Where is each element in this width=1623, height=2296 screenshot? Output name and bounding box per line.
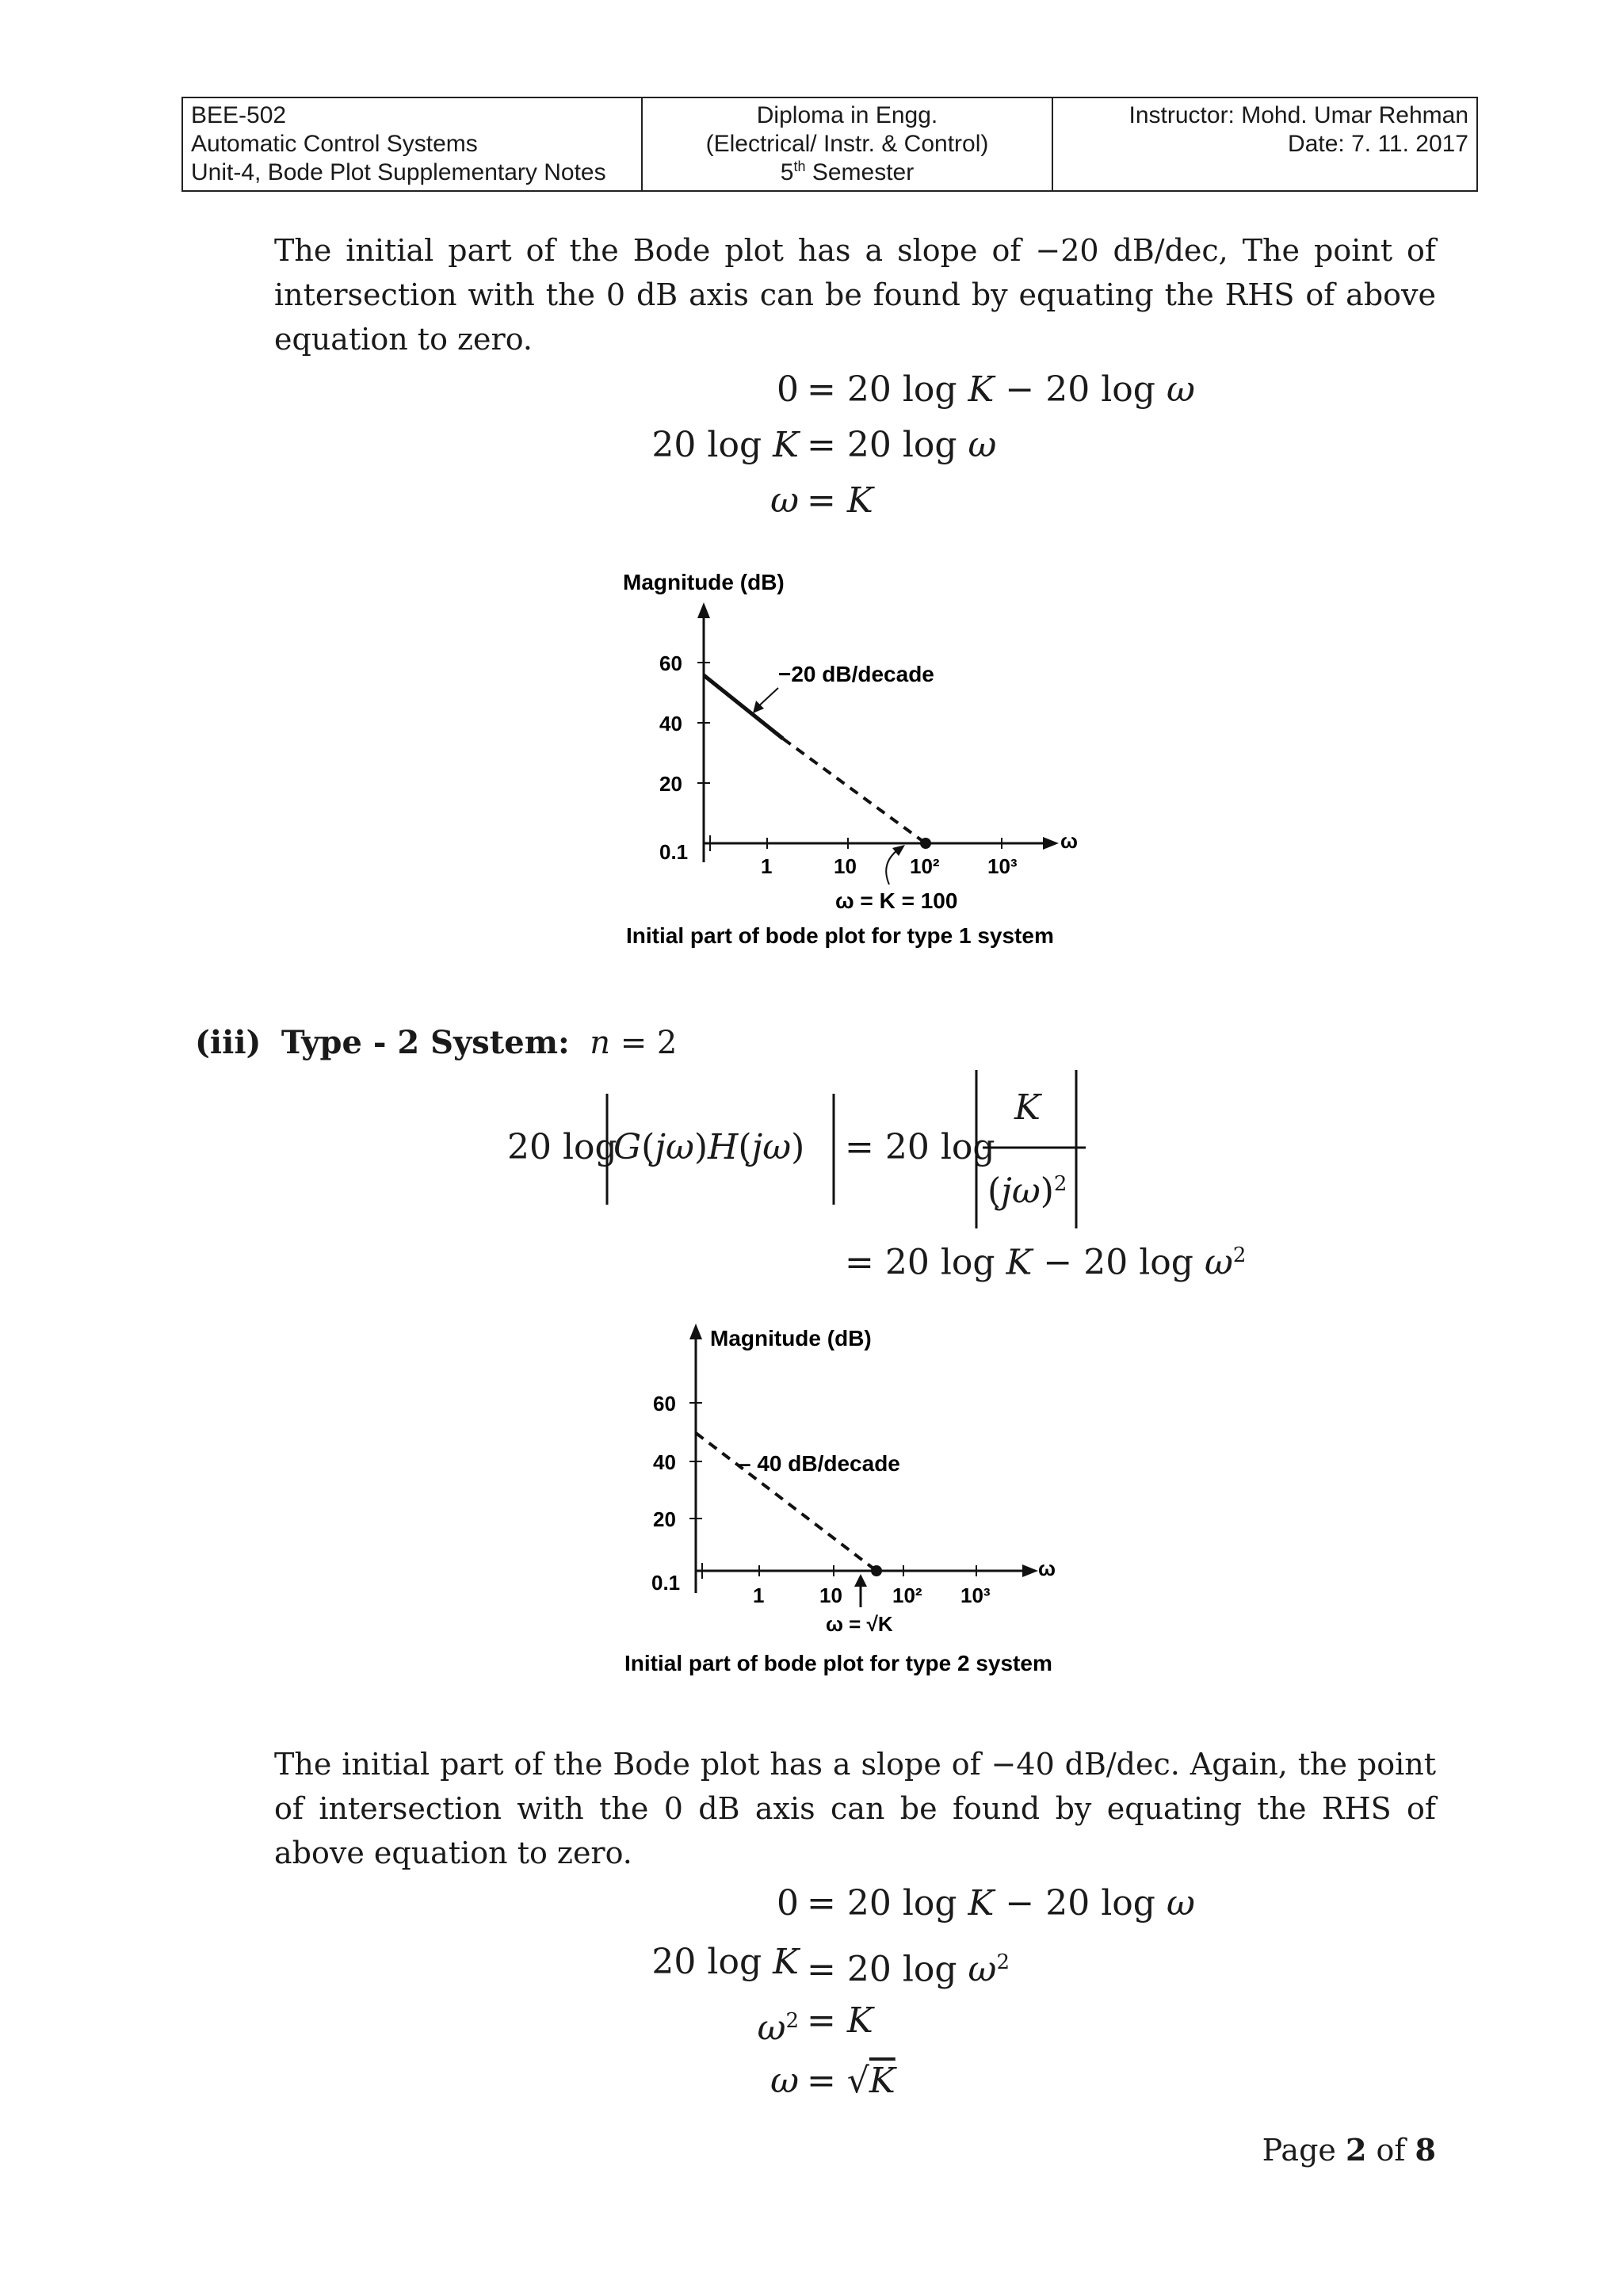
- fig2-xtick-label-0.1: 0.1: [651, 1571, 681, 1595]
- fig1-crossing-point: [920, 838, 931, 849]
- fig1-x-arrow: [1043, 837, 1059, 850]
- eq1-row2-rhs: = 20 log ω: [807, 425, 997, 465]
- instructor-name: Instructor: Mohd. Umar Rehman: [1128, 102, 1468, 128]
- fig1-caption: Initial part of bode plot for type 1 system: [626, 923, 1054, 948]
- section-heading-type2: [195, 1021, 677, 1065]
- eq1-row3-rhs: = K: [807, 480, 873, 521]
- course-code: BEE-502: [191, 102, 287, 128]
- eq2-abs-bar-left-1: [604, 1094, 610, 1205]
- course-title: Automatic Control Systems: [191, 131, 478, 157]
- fig1-xtick-label-1000: 10³: [987, 854, 1018, 878]
- fig2-xtick-label-1: 1: [753, 1584, 765, 1607]
- fig2-crossing-label: ω = √K: [826, 1612, 893, 1636]
- eq3-row2-lhs: 20 log K: [651, 1942, 799, 1982]
- page-number: Page 2 of 8: [1262, 2132, 1436, 2168]
- fig1-crossing-label: ω = K = 100: [835, 888, 958, 913]
- date: Date: 7. 11. 2017: [1288, 131, 1468, 157]
- eq3-row2-rhs: = 20 $\log \omega^2$: [807, 1949, 1010, 1990]
- fig1-xtick-label-100: 10²: [910, 854, 940, 878]
- header-table: [181, 97, 1478, 192]
- semester: 5th Semester: [780, 159, 915, 185]
- fig1-xtick-label-10: 10: [834, 854, 857, 878]
- header-course-cell: [183, 98, 643, 190]
- eq2-abs-bar-left-2: [973, 1070, 980, 1228]
- fig2-y-arrow: [689, 1324, 702, 1339]
- header-program-cell: [643, 98, 1053, 190]
- fig2-ytick-label-60: 60: [653, 1392, 676, 1415]
- fig2-xtick-label-10: 10: [819, 1584, 842, 1607]
- section-condition: n = 2: [590, 1025, 678, 1061]
- eq2-denominator: $(j\omega)^2$: [987, 1171, 1067, 1212]
- fig1-xtick-label-0.1: 0.1: [659, 840, 689, 864]
- fig2-slope-label: – 40 dB/decade: [739, 1451, 900, 1476]
- unit-title: Unit-4, Bode Plot Supplementary Notes: [191, 159, 606, 185]
- fig1-crossing-arrowhead: [892, 845, 905, 856]
- eq1-row1-lhs: 0: [777, 369, 799, 410]
- fig1-dashed-asymptote: [783, 739, 926, 843]
- eq2-eq-20log: = 20 log: [845, 1127, 995, 1167]
- eq2-lhs-20log: 20 log: [507, 1127, 617, 1167]
- fig2-ytick-label-20: 20: [653, 1507, 676, 1531]
- bode-plot-type2: [618, 1316, 1094, 1688]
- eq3-row3-lhs: $\omega^2$: [757, 2008, 799, 2049]
- eq1-row2-lhs: 20 log K: [651, 425, 799, 465]
- fig2-crossing-point: [871, 1565, 882, 1576]
- fig2-ytick-label-40: 40: [653, 1450, 676, 1474]
- bode-figure-type1: [610, 561, 1102, 957]
- eq2-abs-bar-right-1: [831, 1094, 837, 1205]
- eq1-row1-rhs: = 20 log K − 20 log ω: [807, 369, 1195, 410]
- section-number: (iii): [195, 1024, 262, 1061]
- fig2-xtick-label-100: 10²: [892, 1584, 922, 1607]
- eq3-row3-rhs: = K: [807, 2000, 873, 2041]
- fig1-slope-label: −20 dB/decade: [778, 662, 934, 686]
- fig2-x-arrow: [1022, 1564, 1038, 1577]
- fig1-ytick-label-40: 40: [659, 712, 682, 735]
- fig1-ylabel: Magnitude (dB): [623, 570, 785, 594]
- eq3-row1-lhs: 0: [777, 1883, 799, 1924]
- fig2-xtick-label-1000: 10³: [960, 1584, 991, 1607]
- eq3-row4-lhs: ω: [770, 2061, 799, 2101]
- header-instructor-cell: [1053, 98, 1476, 190]
- fig2-caption: Initial part of bode plot for type 2 system: [624, 1651, 1052, 1675]
- bode-plot-type1: [610, 561, 1102, 957]
- section-title: Type - 2 System:: [281, 1024, 570, 1061]
- paragraph-type2-intro: The initial part of the Bode plot has a slope of −40 dB/dec. Again, the point of intersection with the 0 dB axis can be found by equating the RHS of above equation to zero.: [274, 1747, 1436, 1870]
- program-name: Diploma in Engg.: [756, 102, 938, 128]
- eq2-numerator-k: K: [1014, 1087, 1041, 1128]
- eq2-abs-bar-right-2: [1073, 1070, 1079, 1228]
- eq3-row1-rhs: = 20 log K − 20 log ω: [807, 1883, 1195, 1924]
- fig1-xaxis-label: ω: [1060, 829, 1078, 853]
- fig2-xaxis-label: ω: [1038, 1557, 1056, 1580]
- bode-figure-type2: [618, 1316, 1094, 1688]
- eq2-row2: = 20 log K − 20 $\log \omega^2$: [845, 1242, 1247, 1283]
- eq3-row4-rhs: = √K: [807, 2061, 896, 2101]
- paragraph-type1-intro: The initial part of the Bode plot has a slope of −20 dB/dec, The point of intersection with the 0 dB axis can be found by equating the RHS of above equation to zero.: [274, 233, 1436, 357]
- eq2-fraction-bar: [983, 1146, 1086, 1149]
- program-branch: (Electrical/ Instr. & Control): [705, 131, 989, 157]
- eq1-row3-lhs: ω: [770, 480, 799, 521]
- eq2-gh: G(jω)H(jω): [613, 1127, 805, 1167]
- fig1-ytick-label-60: 60: [659, 651, 682, 675]
- fig1-solid-asymptote: [704, 675, 783, 739]
- fig1-ytick-label-20: 20: [659, 772, 682, 796]
- fig2-ylabel: Magnitude (dB): [710, 1326, 872, 1350]
- fig1-y-arrow: [697, 602, 710, 618]
- fig2-crossing-arrowhead: [854, 1574, 867, 1587]
- fig1-xtick-label-1: 1: [761, 854, 773, 878]
